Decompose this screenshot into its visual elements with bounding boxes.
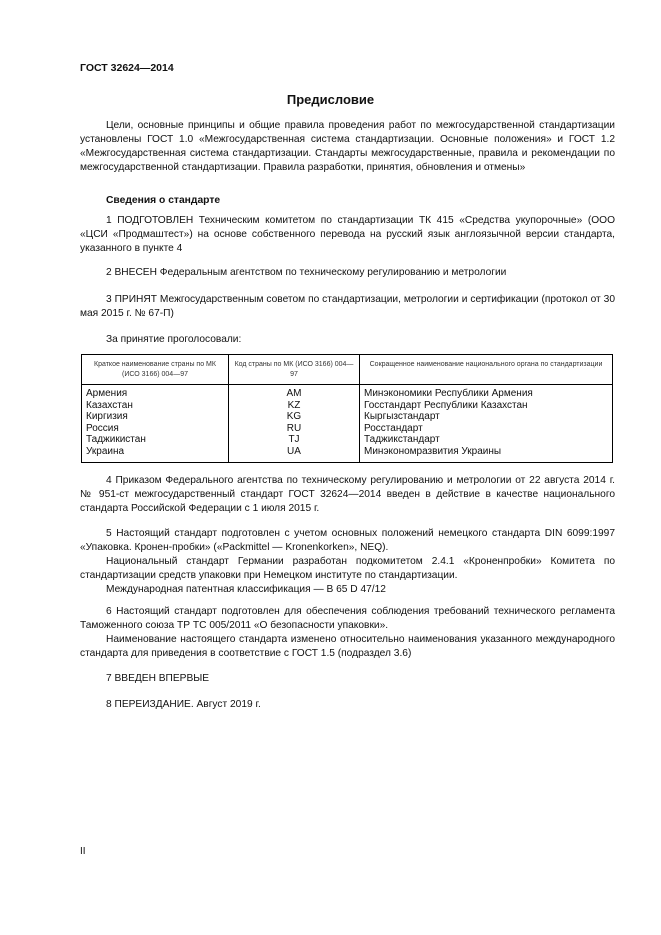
code-cell: KZ — [229, 400, 360, 412]
body-cell: Таджикстандарт — [360, 434, 613, 446]
table-header-row — [82, 355, 613, 385]
table-row — [82, 423, 613, 435]
body-cell: Минэкономразвития Украины — [360, 446, 613, 462]
vote-intro: За принятие проголосовали: — [106, 334, 242, 345]
item-8-paragraph: 8 ПЕРЕИЗДАНИЕ. Август 2019 г. — [106, 699, 261, 710]
table-row — [82, 385, 613, 400]
item-5-paragraph: 5 Настоящий стандарт подготовлен с учетом основных положений немецкого стандарта DIN 6099:1997 «Упаковка. Кронен-пробки» («Packmittel — Kronenkorken», NEQ). — [80, 528, 615, 553]
country-cell: Казахстан — [82, 400, 229, 412]
header-national-body: Сокращенное наименование национального органа по стандартизации — [360, 355, 613, 385]
country-cell: Украина — [82, 446, 229, 462]
code-cell: RU — [229, 423, 360, 435]
item-6-paragraph: 6 Настоящий стандарт подготовлен для обеспечения соблюдения требований технического регламента Таможенного союза ТР ТС 005/2011 «О безопасности упаковки». — [80, 606, 615, 631]
item-6-name-change: Наименование настоящего стандарта изменено относительно наименования указанного международного стандарта для приведения в соответствие с ГОСТ 1.5 (подраздел 3.6) — [80, 634, 615, 659]
intro-paragraph: Цели, основные принципы и общие правила проведения работ по межгосударственной стандартизации установлены ГОСТ 1.0 «Межгосударственная система стандартизации. Основные положения» и ГОСТ 1.2 «Межгосударственная система стандартизации. Стандарты межгосударственные, правила и рекомендации по межгосударственной стандартизации. Правила разработки, принятия, обновления и отмены» — [80, 120, 615, 173]
item-5-german-standard: Национальный стандарт Германии разработан подкомитетом 2.4.1 «Кроненпробки» Комитета по стандартизации средств упаковки при Немецком институте по стандартизации. — [80, 556, 615, 581]
section-title: Сведения о стандарте — [106, 195, 221, 206]
item-5-patent-classification: Международная патентная классификация — В 65 D 47/12 — [106, 584, 386, 595]
table-row — [82, 400, 613, 412]
page-number: II — [80, 846, 86, 857]
header-country: Краткое наименование страны по МК (ИСО 3166) 004—97 — [82, 355, 229, 385]
code-cell: AM — [229, 385, 360, 400]
code-cell: UA — [229, 446, 360, 462]
country-cell: Россия — [82, 423, 229, 435]
body-cell: Минэкономики Республики Армения — [360, 385, 613, 400]
country-cell: Таджикистан — [82, 434, 229, 446]
table-row — [82, 411, 613, 423]
document-header: ГОСТ 32624—2014 — [80, 62, 174, 74]
item-4-paragraph: 4 Приказом Федерального агентства по техническому регулированию и метрологии от 22 августа 2014 г. № 951-ст межгосударственный стандарт ГОСТ 32624—2014 введен в действие в качестве национального стандарта Российской Федерации с 1 июля 2015 г. — [80, 475, 615, 514]
item-1-paragraph: 1 ПОДГОТОВЛЕН Техническим комитетом по стандартизации ТК 415 «Средства укупорочные» (ООО «ЦСИ «Продмаштест») на основе собственного перевода на русский язык англоязычной версии стандарта, указанного в пункте 4 — [80, 215, 615, 254]
page-title: Предисловие — [286, 92, 375, 107]
country-cell: Киргизия — [82, 411, 229, 423]
item-3-paragraph: 3 ПРИНЯТ Межгосударственным советом по стандартизации, метрологии и сертификации (протокол от 30 мая 2015 г. № 67-П) — [80, 294, 615, 319]
item-7-paragraph: 7 ВВЕДЕН ВПЕРВЫЕ — [106, 673, 210, 684]
body-cell: Росстандарт — [360, 423, 613, 435]
code-cell: KG — [229, 411, 360, 423]
voting-table — [81, 354, 613, 463]
header-code: Код страны по МК (ИСО 3166) 004—97 — [229, 355, 360, 385]
table-row — [82, 446, 613, 462]
table-row — [82, 434, 613, 446]
country-cell: Армения — [82, 385, 229, 400]
body-cell: Кыргызстандарт — [360, 411, 613, 423]
body-cell: Госстандарт Республики Казахстан — [360, 400, 613, 412]
item-2-paragraph: 2 ВНЕСЕН Федеральным агентством по техническому регулированию и метрологии — [106, 267, 507, 278]
code-cell: TJ — [229, 434, 360, 446]
